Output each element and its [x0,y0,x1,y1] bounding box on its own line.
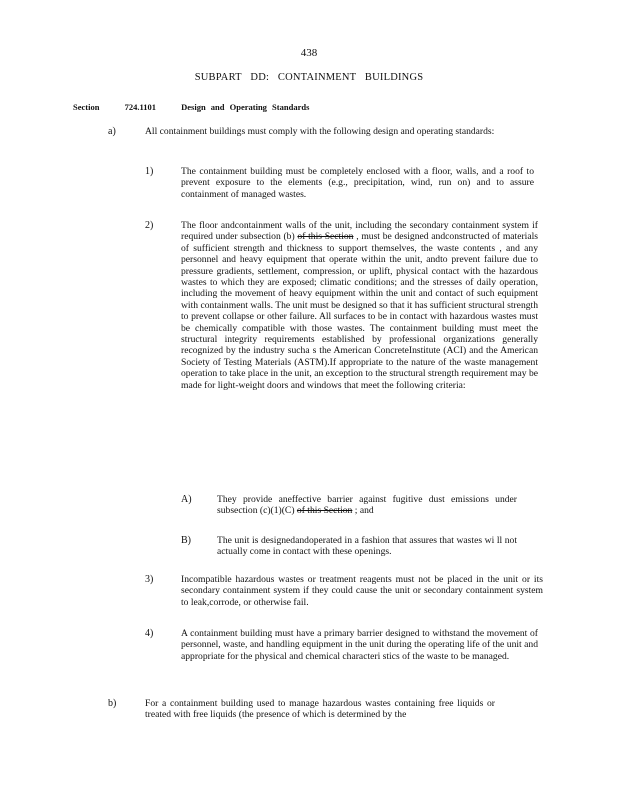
item-2-text-after: , must be designed andconstructed of materials of sufficient strength and thickness to support themselves, the waste contents , and any personnel and heavy equipment that operate within the unit, andto prevent failure due to pressure gradients, settlement, compression, or uplift, physical contact with the hazardous wastes to which they are exposed; climatic conditions; and the stresses of daily operation, including the movement of heavy equipment within the unit and contact of such equipment with containment walls. The unit must be designed so that it has sufficient structural strength to prevent collapse or other failure. All surfaces to be in contact with hazardous wastes must be chemically compatible with those wastes. The containment building must meet the structural integrity requirements established by professional organizations generally recognized by the industry sucha s the American ConcreteInstitute (ACI) and the American Society of Testing Materials (ASTM).If appropriate to the nature of the waste management operation to take place in the unit, an exception to the structural strength requirement may be made for light-weight doors and windows that meet the following criteria: [181,231,538,391]
item-2b-text: The unit is designedandoperated in a fashion that assures that wastes wi ll not actually come in contact with these openings. [217,535,517,558]
item-2a-text [217,494,517,517]
item-4-label: 4) [145,628,154,639]
section-label: Section [73,102,100,112]
item-2-text-before: The floor andcontainment walls of the unit, including the secondary containment system if required under subsection (b) [181,220,538,243]
page-number: 438 [300,47,318,59]
item-2-struck-text: of this Section [297,231,354,243]
item-2a-struck-text: of this Section [296,505,353,517]
item-4-text: A containment building must have a primary barrier designed to withstand the movement of personnel, waste, and handling equipment in the unit during the operating life of the unit and appropriate for the physical and chemical characteri stics of the waste to be managed. [181,628,538,662]
subpart-title: SUBPART DD: CONTAINMENT BUILDINGS [194,72,424,83]
section-title: Design and Operating Standards [181,102,310,112]
item-2a-text-before: They provide aneffective barrier against fugitive dust emissions under subsection (c)(1)(C) [217,494,517,517]
section-id: 724.1101 [124,102,156,112]
section-heading [73,102,309,112]
subsection-a-label: a) [108,126,116,137]
item-1-label: 1) [145,166,154,177]
item-3-text: Incompatible hazardous wastes or treatment reagents must not be placed in the unit or its secondary containment system if they could cause the unit or secondary containment system to leak,corrode, or otherwise fail. [181,574,543,608]
item-1-text: The containment building must be completely enclosed with a floor, walls, and a roof to prevent exposure to the elements (e.g., precipitation, wind, run on) and to assure containment of managed wastes. [181,166,534,200]
item-2b-label: B) [181,535,191,546]
item-2-label: 2) [145,220,154,231]
item-2a-text-after: ; and [352,505,374,517]
item-2-text [181,220,538,391]
item-3-label: 3) [145,574,154,585]
subsection-b-text: For a containment building used to manage hazardous wastes containing free liquids or treated with free liquids (the presence of which is determined by the [145,698,495,721]
item-2a-label: A) [181,494,192,505]
subsection-b-label: b) [108,698,117,709]
subsection-a-text: All containment buildings must comply with the following design and operating standards: [145,126,495,137]
